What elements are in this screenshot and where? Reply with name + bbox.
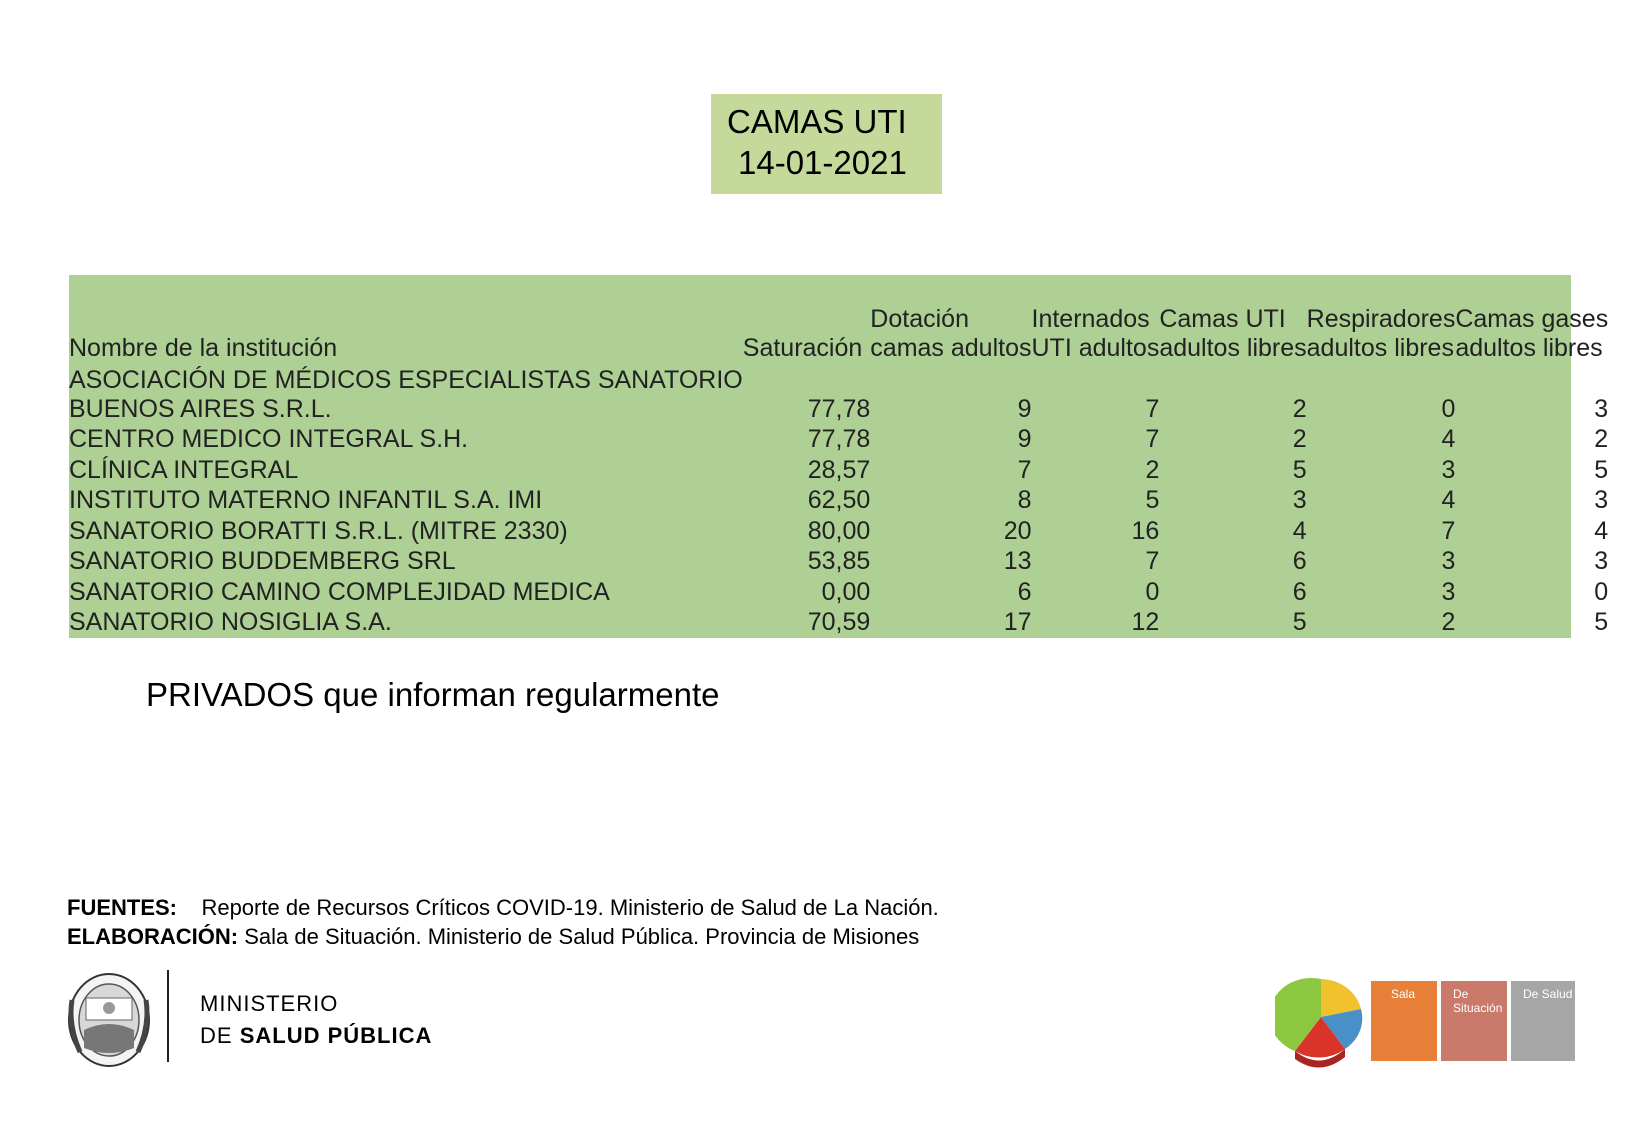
title-line-1: CAMAS UTI (727, 103, 907, 140)
cell-name: INSTITUTO MATERNO INFANTIL S.A. IMI (69, 486, 543, 514)
tile-situacion: De Situación (1441, 981, 1507, 1061)
cell-dotacion: 9 (1017, 394, 1032, 423)
cell-saturacion: 77,78 (807, 394, 871, 423)
table-row (69, 363, 1608, 424)
header-camas-gases: Camas gases adultos libres (1455, 305, 1609, 362)
cell-camas-gases: 3 (1594, 394, 1609, 423)
cell-respiradores: 3 (1441, 547, 1456, 575)
cell-internados: 12 (1131, 608, 1160, 636)
cell-respiradores: 0 (1441, 394, 1456, 423)
uti-beds-table (69, 275, 1609, 638)
cell-name: SANATORIO BORATTI S.R.L. (MITRE 2330) (69, 516, 568, 545)
title-date: 14-01-2021 (738, 144, 907, 181)
table-row (69, 546, 1608, 577)
cell-respiradores: 4 (1441, 486, 1456, 514)
cell-dotacion: 17 (1003, 608, 1032, 636)
cell-name: SANATORIO NOSIGLIA S.A. (69, 608, 392, 636)
cell-internados: 16 (1131, 516, 1160, 545)
cell-name: ASOCIACIÓN DE MÉDICOS ESPECIALISTAS SANATORIO BUENOS AIRES S.R.L. (69, 366, 743, 423)
cell-respiradores: 7 (1441, 516, 1456, 545)
fuentes-line (67, 893, 939, 922)
tile-salud: De Salud (1511, 981, 1575, 1061)
header-internados: Internados UTI adultos (1031, 305, 1160, 362)
province-seal-icon (64, 970, 154, 1070)
cell-camas-gases: 3 (1594, 486, 1609, 514)
pie-chart-icon (1275, 975, 1367, 1075)
cell-dotacion: 7 (1017, 455, 1032, 484)
cell-name: SANATORIO CAMINO COMPLEJIDAD MEDICA (69, 577, 610, 606)
cell-name: SANATORIO BUDDEMBERG SRL (69, 547, 456, 575)
cell-respiradores: 2 (1441, 608, 1456, 636)
elaboracion-line (67, 922, 939, 951)
table-row (69, 424, 1608, 455)
header-dotacion: Dotación camas adultos (870, 305, 1032, 362)
cell-respiradores: 3 (1441, 577, 1456, 606)
cell-dotacion: 6 (1017, 577, 1032, 606)
ministerio-wordmark (200, 988, 432, 1052)
header-saturacion: Saturación (742, 334, 863, 362)
page-title (711, 94, 942, 194)
cell-saturacion: 77,78 (807, 425, 871, 453)
cell-saturacion: 28,57 (807, 455, 871, 484)
cell-camas-libres: 5 (1292, 455, 1307, 484)
cell-camas-libres: 4 (1292, 516, 1307, 545)
cell-name: CENTRO MEDICO INTEGRAL S.H. (69, 425, 469, 453)
table-row (69, 607, 1608, 638)
table-subtitle: PRIVADOS que informan regularmente (146, 676, 720, 713)
cell-camas-gases: 5 (1594, 455, 1609, 484)
cell-internados: 2 (1145, 455, 1160, 484)
cell-name: CLÍNICA INTEGRAL (69, 455, 299, 484)
table-header-row (69, 275, 1608, 363)
ministerio-line-2: DE SALUD PÚBLICA (200, 1023, 433, 1048)
fuentes-text: Reporte de Recursos Críticos COVID-19. Ministerio de Salud de La Nación. (201, 895, 939, 920)
ministerio-line-1: MINISTERIO (200, 991, 339, 1016)
cell-internados: 7 (1145, 425, 1160, 453)
table-row (69, 516, 1608, 547)
sources-block (67, 893, 939, 951)
cell-camas-gases: 4 (1594, 516, 1609, 545)
header-camas-libres: Camas UTI adultos libres (1159, 305, 1307, 362)
cell-camas-gases: 5 (1594, 608, 1609, 636)
table-row (69, 455, 1608, 486)
cell-internados: 7 (1145, 547, 1160, 575)
elaboracion-label: ELABORACIÓN: (67, 924, 239, 949)
header-respiradores: Respiradores adultos libres (1306, 305, 1456, 362)
cell-camas-libres: 6 (1292, 547, 1307, 575)
cell-saturacion: 53,85 (807, 547, 871, 575)
cell-camas-gases: 2 (1594, 425, 1609, 453)
cell-camas-libres: 3 (1292, 486, 1307, 514)
cell-saturacion: 62,50 (807, 486, 871, 514)
cell-camas-libres: 2 (1292, 425, 1307, 453)
table-row (69, 577, 1608, 608)
elaboracion-text: Sala de Situación. Ministerio de Salud Pública. Provincia de Misiones (244, 924, 920, 949)
cell-dotacion: 9 (1017, 425, 1032, 453)
cell-saturacion: 70,59 (807, 608, 871, 636)
fuentes-label: FUENTES: (67, 895, 177, 920)
cell-saturacion: 0,00 (821, 577, 871, 606)
cell-camas-libres: 2 (1292, 394, 1307, 423)
cell-camas-libres: 5 (1292, 608, 1307, 636)
cell-respiradores: 3 (1441, 455, 1456, 484)
header-name: Nombre de la institución (69, 334, 338, 362)
cell-dotacion: 8 (1017, 486, 1032, 514)
cell-internados: 7 (1145, 394, 1160, 423)
tile-sala: Sala (1371, 981, 1437, 1061)
cell-camas-gases: 3 (1594, 547, 1609, 575)
cell-saturacion: 80,00 (807, 516, 871, 545)
footer-divider (167, 970, 169, 1062)
cell-camas-gases: 0 (1594, 577, 1609, 606)
table-row (69, 485, 1608, 516)
cell-dotacion: 20 (1003, 516, 1032, 545)
sala-situacion-logo (1275, 975, 1575, 1075)
cell-internados: 0 (1145, 577, 1160, 606)
cell-dotacion: 13 (1003, 547, 1032, 575)
cell-camas-libres: 6 (1292, 577, 1307, 606)
cell-respiradores: 4 (1441, 425, 1456, 453)
cell-internados: 5 (1145, 486, 1160, 514)
